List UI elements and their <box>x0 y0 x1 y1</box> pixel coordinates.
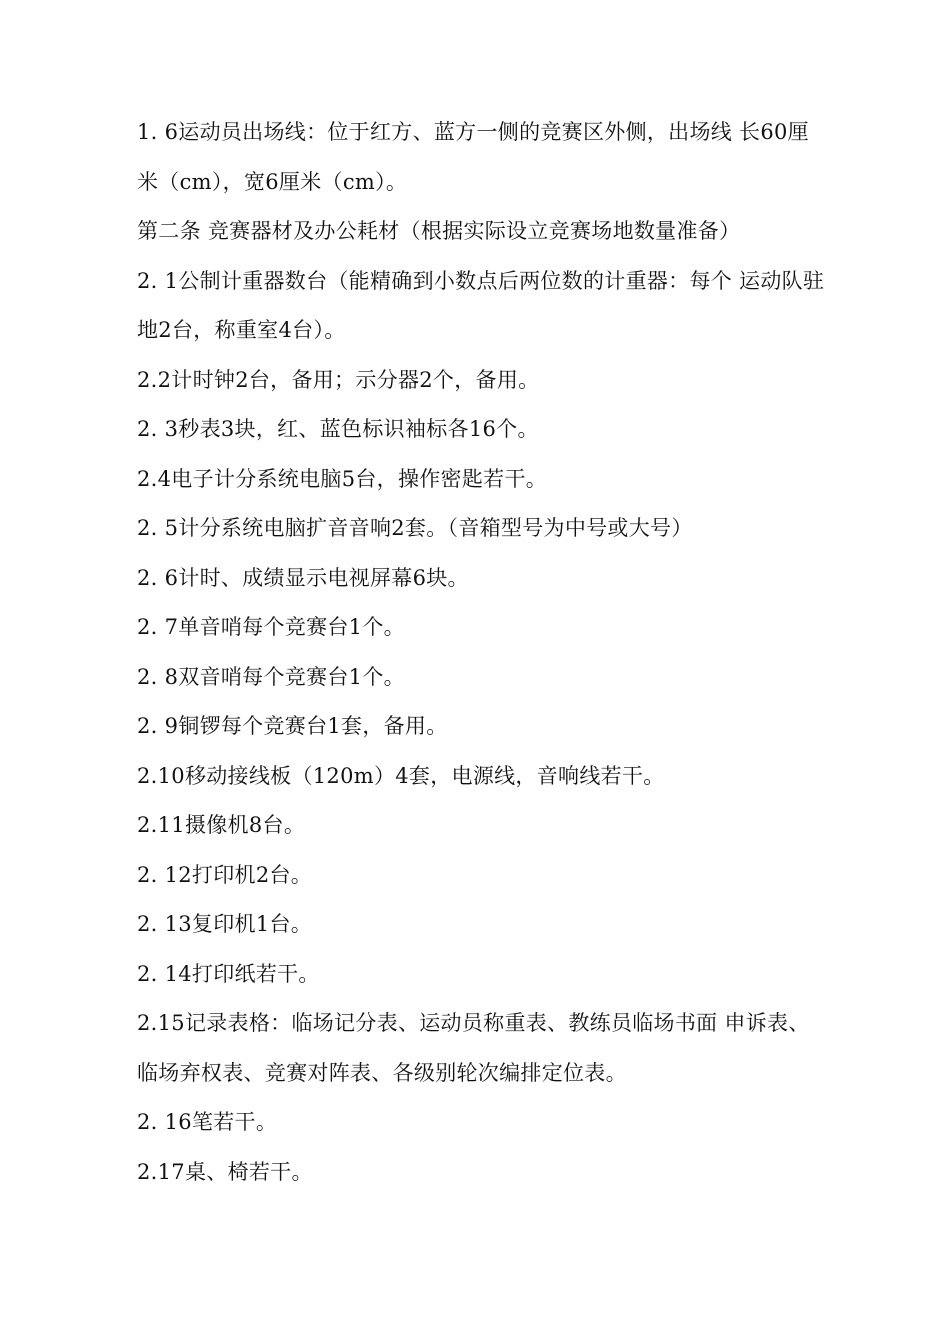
paragraph-2-10: 2.10移动接线板（120m）4套，电源线，音响线若干。 <box>137 763 665 788</box>
paragraph-1-6-exit-line: 1. 6运动员出场线：位于红方、蓝方一侧的竞赛区外侧，出场线 长60厘米（cm），宽6厘米（cm）。 <box>137 120 809 194</box>
paragraph-2-14: 2. 14打印纸若干。 <box>137 961 320 986</box>
paragraph-2-7: 2. 7单音哨每个竞赛台1个。 <box>137 615 405 639</box>
paragraph-2-17: 2.17桌、椅若干。 <box>137 1159 313 1184</box>
paragraph-2-5: 2. 5计分系统电脑扩音音响2套。（音箱型号为中号或大号） <box>137 516 693 540</box>
paragraph-2-9: 2. 9铜锣每个竞赛台1套，备用。 <box>137 714 448 738</box>
paragraph-2-8: 2. 8双音哨每个竞赛台1个。 <box>137 664 405 689</box>
paragraph-2-1: 2. 1公制计重器数台（能精确到小数点后两位数的计重器：每个 运动队驻地2台，称重室4台）。 <box>137 268 825 342</box>
paragraph-2-11: 2.11摄像机8台。 <box>137 813 306 837</box>
paragraph-2-12: 2. 12打印机2台。 <box>137 862 313 887</box>
paragraph-2-3: 2. 3秒表3块，红、蓝色标识袖标各16个。 <box>137 417 539 441</box>
section-heading-article-2: 第二条 竞赛器材及办公耗材（根据实际设立竞赛场地数量准备） <box>137 219 741 243</box>
paragraph-2-6: 2. 6计时、成绩显示电视屏幕6块。 <box>137 565 469 590</box>
document-body <box>137 108 827 1197</box>
paragraph-2-2: 2.2计时钟2台，备用；示分器2个，备用。 <box>137 367 540 392</box>
paragraph-2-15: 2.15记录表格：临场记分表、运动员称重表、教练员临场书面 申诉表、临场弃权表、竞赛对阵表、各级别轮次编排定位表。 <box>137 1011 810 1085</box>
paragraph-2-16: 2. 16笔若干。 <box>137 1110 278 1134</box>
paragraph-2-4: 2.4电子计分系统电脑5台，操作密匙若干。 <box>137 466 548 491</box>
paragraph-2-13: 2. 13复印机1台。 <box>137 912 313 936</box>
